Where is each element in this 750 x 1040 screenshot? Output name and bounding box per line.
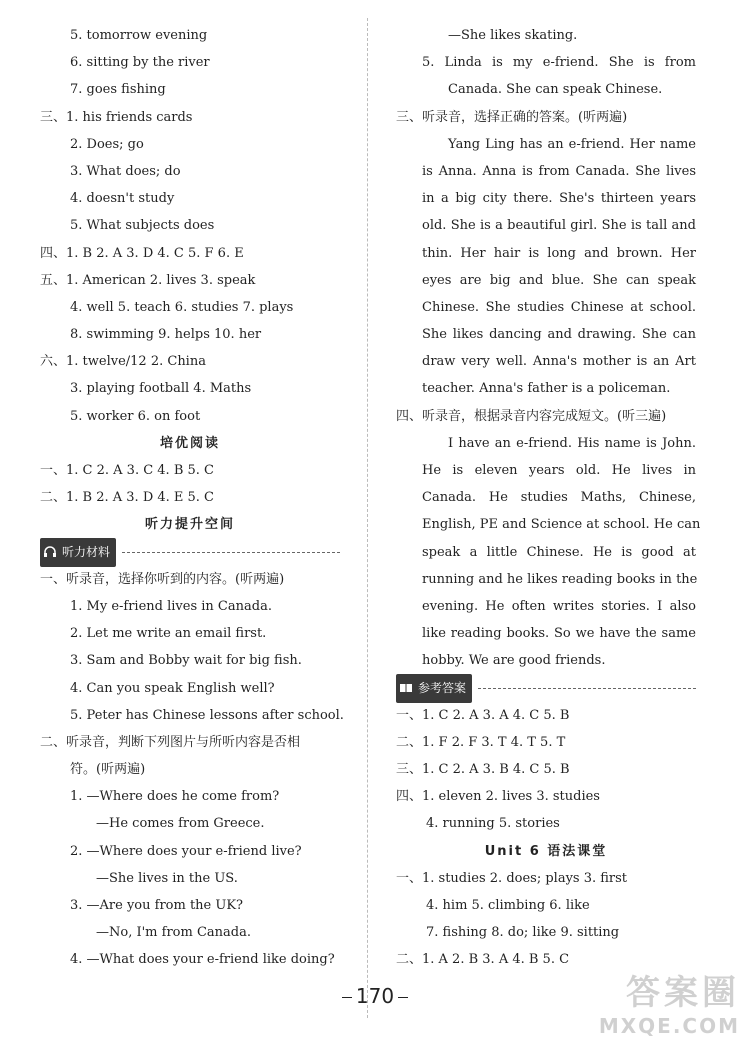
text-line: 三、1. C 2. A 3. B 4. C 5. B — [396, 762, 570, 778]
text-line: 8. swimming 9. helps 10. her — [70, 327, 262, 343]
text-line: 四、1. B 2. A 3. D 4. C 5. F 6. E — [40, 245, 244, 261]
text-line: in a big city there. She's thirteen years — [422, 191, 696, 207]
page-number-rule-right — [398, 997, 408, 998]
text-line: 五、1. American 2. lives 3. speak — [40, 272, 256, 288]
text-line: English, PE and Science at school. He can — [422, 517, 701, 533]
text-line: 二、1. B 2. A 3. D 4. E 5. C — [40, 490, 215, 506]
text-line: like reading books. So we have the same — [422, 626, 696, 642]
text-line: 2. Does; go — [70, 136, 144, 152]
text-line: 二、1. A 2. B 3. A 4. B 5. C — [396, 952, 570, 968]
text-line: —He comes from Greece. — [96, 816, 265, 832]
section-title: Unit 6 语法课堂 — [484, 843, 608, 859]
text-line: —She likes skating. — [448, 28, 578, 43]
text-line: 一、1. C 2. A 3. C 4. B 5. C — [40, 463, 214, 478]
text-line: 3. Sam and Bobby wait for big fish. — [70, 653, 302, 669]
text-line: 3. What does; do — [70, 163, 181, 179]
text-line: —No, I'm from Canada. — [96, 925, 251, 941]
text-line: Canada. She can speak Chinese. — [448, 82, 663, 98]
badge-label — [40, 538, 116, 567]
text-line: 4. —What does your e-friend like doing? — [70, 952, 335, 968]
text-line: 5. Peter has Chinese lessons after school. — [70, 707, 344, 723]
text-line: Yang Ling has an e-friend. Her name — [448, 136, 696, 152]
text-line: 一、1. studies 2. does; plays 3. first — [396, 870, 628, 886]
text-line: Chinese. She studies Chinese at school. — [422, 299, 696, 315]
left-column — [40, 22, 344, 974]
column-divider — [367, 18, 368, 1018]
text-line: 2. Let me write an email first. — [70, 626, 267, 642]
text-line: hobby. We are good friends. — [422, 653, 606, 669]
badge-rule — [478, 688, 696, 689]
text-line: 2. —Where does your e-friend live? — [70, 843, 302, 859]
text-line: He is eleven years old. He lives in — [422, 463, 696, 478]
text-line: 7. goes fishing — [70, 82, 166, 98]
section-title: 培优阅读 — [159, 435, 220, 451]
watermark — [599, 965, 740, 1038]
text-line: 六、1. twelve/12 2. China — [40, 354, 206, 370]
text-line: Canada. He studies Maths, Chinese, — [422, 490, 696, 506]
text-line: 1. My e-friend lives in Canada. — [70, 598, 272, 614]
section-badge — [40, 539, 340, 566]
badge-text: 听力材料 — [62, 544, 111, 559]
text-line: 6. sitting by the river — [70, 55, 210, 71]
text-line: speak a little Chinese. He is good at — [422, 544, 696, 560]
text-line: teacher. Anna's father is a policeman. — [422, 381, 671, 397]
text-line: 4. doesn't study — [70, 191, 175, 207]
text-line: 符。(听两遍) — [70, 762, 146, 778]
text-line: 4. well 5. teach 6. studies 7. plays — [70, 299, 294, 315]
text-line: 5. What subjects does — [70, 218, 215, 234]
text-line: 1. —Where does he come from? — [70, 789, 280, 805]
text-line: eyes are big and blue. She can speak — [422, 272, 696, 288]
watermark-url: MXQE.COM — [598, 1014, 740, 1038]
page-number-rule-left — [342, 997, 352, 998]
text-line: 三、1. his friends cards — [40, 109, 193, 125]
text-line: 四、听录音，根据录音内容完成短文。(听三遍) — [396, 408, 667, 424]
section-title: 听力提升空间 — [144, 517, 235, 533]
text-line: 二、1. F 2. F 3. T 4. T 5. T — [396, 734, 566, 750]
text-line: 3. —Are you from the UK? — [70, 898, 244, 913]
text-line: She likes dancing and drawing. She can — [422, 327, 696, 343]
text-line: 5. Linda is my e-friend. She is from — [422, 55, 696, 71]
watermark-logo: 答案圈 — [626, 973, 740, 1013]
page-number-text: 170 — [355, 984, 395, 1008]
text-line: 4. him 5. climbing 6. like — [426, 898, 590, 913]
book-icon — [399, 682, 413, 694]
badge-rule — [122, 552, 340, 553]
text-line: old. She is a beautiful girl. She is tall and — [422, 218, 696, 234]
text-line: evening. He often writes stories. I also — [422, 598, 696, 614]
text-line: 4. Can you speak English well? — [70, 680, 275, 696]
text-line: draw very well. Anna's mother is an Art — [422, 354, 696, 370]
text-line: 一、1. C 2. A 3. A 4. C 5. B — [396, 707, 570, 723]
text-line: 二、听录音，判断下列图片与所听内容是否相 — [40, 734, 301, 750]
text-line: I have an e-friend. His name is John. — [448, 435, 696, 451]
text-line: 三、听录音，选择正确的答案。(听两遍) — [396, 109, 628, 125]
badge-label — [396, 674, 472, 703]
headphones-icon — [43, 546, 57, 558]
text-line: thin. Her hair is long and brown. Her — [422, 245, 696, 261]
text-line: 5. tomorrow evening — [70, 28, 208, 43]
text-line: 一、听录音，选择你听到的内容。(听两遍) — [40, 571, 285, 587]
text-line: —She lives in the US. — [96, 870, 238, 886]
right-column — [396, 22, 701, 974]
text-line: is Anna. Anna is from Canada. She lives — [422, 163, 696, 179]
section-badge — [396, 675, 696, 702]
text-line: 3. playing football 4. Maths — [70, 381, 252, 397]
badge-text: 参考答案 — [418, 680, 467, 695]
text-line: 7. fishing 8. do; like 9. sitting — [426, 925, 620, 941]
text-line: running and he likes reading books in the — [422, 571, 698, 587]
text-line: 5. worker 6. on foot — [70, 408, 201, 424]
text-line: 4. running 5. stories — [426, 816, 560, 832]
text-line: 四、1. eleven 2. lives 3. studies — [396, 789, 600, 805]
